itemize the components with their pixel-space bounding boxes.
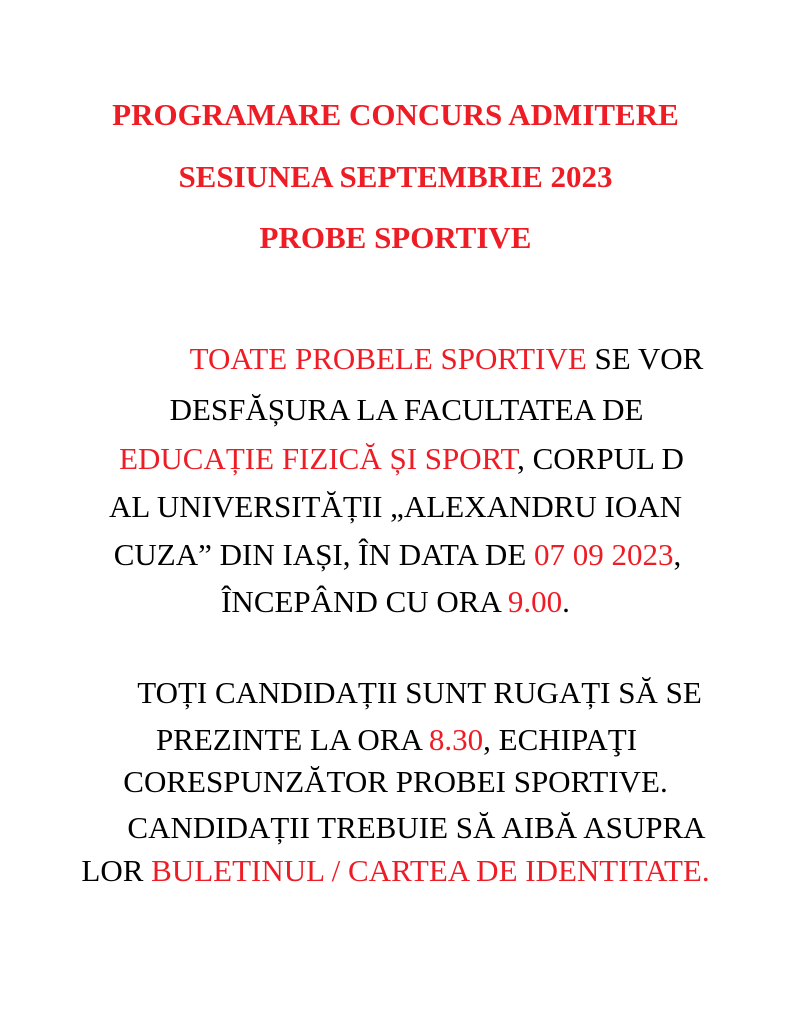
p1-line-2 xyxy=(11,392,791,428)
p2-line-2 xyxy=(1,722,791,758)
p1-text: CUZA” DIN IAȘI, ÎN DATA DE xyxy=(113,537,535,572)
title-line-1: PROGRAMARE CONCURS ADMITERE xyxy=(112,97,679,132)
p1-line-4 xyxy=(0,489,791,525)
title-line-2: SESIUNEA SEPTEMBRIE 2023 xyxy=(178,159,613,194)
p2-line-3 xyxy=(0,764,791,800)
p1-text: ÎNCEPÂND CU ORA xyxy=(221,584,508,619)
highlight-arrival-hour: 8.30 xyxy=(428,722,484,757)
p2-line-1 xyxy=(24,675,791,711)
p1-text: DESFĂȘURA LA FACULTATEA DE xyxy=(169,392,644,427)
p1-line-5 xyxy=(2,537,791,573)
p2-text: CANDIDAȚII TREBUIE SĂ AIBĂ ASUPRA xyxy=(127,810,706,845)
p1-text: , xyxy=(673,537,682,572)
highlight-date: 07 09 2023 xyxy=(534,537,674,572)
p2-text: CORESPUNZĂTOR PROBEI SPORTIVE. xyxy=(123,764,668,799)
p2-text: PREZINTE LA ORA xyxy=(155,722,429,757)
p2-line-5 xyxy=(0,853,791,889)
highlight-start-hour: 9.00 xyxy=(507,584,563,619)
p2-text: TOȚI CANDIDAȚII SUNT RUGAȚI SĂ SE xyxy=(137,675,702,710)
highlight-faculty: EDUCAȚIE FIZICĂ ȘI SPORT xyxy=(119,441,518,476)
p2-text: LOR xyxy=(81,853,152,888)
p2-text: , ECHIPAŢI xyxy=(483,722,638,757)
p1-text: , CORPUL D xyxy=(517,441,684,476)
highlight-probe-sportive: TOATE PROBELE SPORTIVE xyxy=(189,341,587,376)
p1-text: AL UNIVERSITĂȚII „ALEXANDRU IOAN xyxy=(108,489,683,524)
p1-line-3 xyxy=(6,441,791,477)
p1-line-6 xyxy=(0,584,791,620)
p2-line-4 xyxy=(21,810,791,846)
p1-text: . xyxy=(562,584,570,619)
title-line-3: PROBE SPORTIVE xyxy=(259,220,532,255)
p1-text: SE VOR xyxy=(586,341,704,376)
highlight-id-document: BULETINUL / CARTEA DE IDENTITATE. xyxy=(151,853,710,888)
p1-line-1 xyxy=(51,341,791,377)
